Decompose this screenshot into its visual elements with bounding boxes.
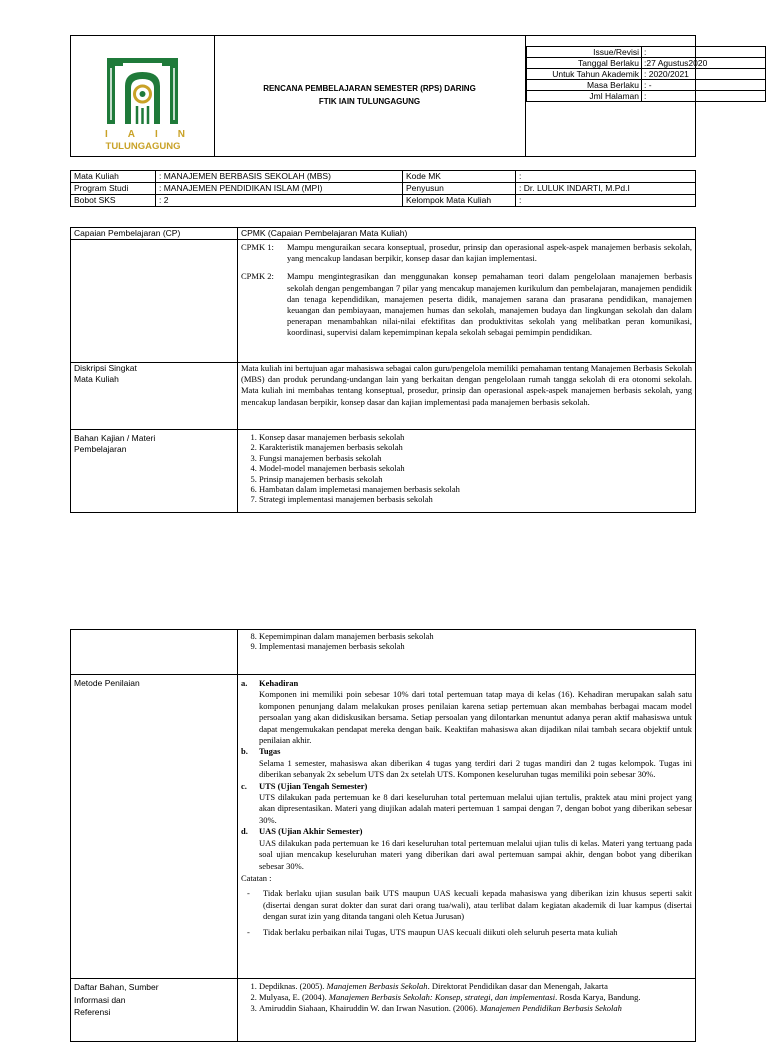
logo-letter: A bbox=[127, 129, 135, 140]
cpmk-1-text: Mampu menguraikan secara konseptual, prosedur, prinsip dan operasional aspek-aspek manajemen berbasis sekolah, yang mencakup landasan berpikir, konsep dasar dan kajian implementasi. bbox=[287, 242, 692, 264]
table-row bbox=[71, 675, 696, 979]
table-row bbox=[71, 979, 696, 1042]
info-value: : Dr. LULUK INDARTI, M.Pd.I bbox=[516, 183, 696, 195]
deskripsi-label-line-1: Diskripsi Singkat bbox=[74, 363, 137, 373]
logo-letter: N bbox=[177, 129, 185, 140]
referensi-label-line-3: Referensi bbox=[74, 1007, 111, 1017]
info-key: Program Studi bbox=[71, 183, 156, 195]
referensi-label bbox=[71, 979, 238, 1042]
info-value: : 2 bbox=[156, 195, 403, 207]
table-row bbox=[71, 363, 696, 430]
meta-key: Tanggal Berlaku bbox=[527, 58, 642, 69]
table-row bbox=[71, 228, 696, 240]
logo-letter: I bbox=[154, 129, 158, 140]
meta-key: Jml Halaman bbox=[527, 91, 642, 102]
cpmk-2-text: Mampu mengintegrasikan dan menggunakan konsep pemahaman teori dalam pengelolaan manajemen berbasis sekolah dengan pengembangan 7 pilar yang mencakup manajemen kurikulum dan pembelajaran, manajemen pendidik dan tenaga kependidikan, manajemen peserta didik, manajemen sarana dan prasarana pendidikan, manajemen keuangan dan pembiayaan, manajemen humas dan sekolah, manajemen budaya dan lingkungan sekolah dan dalam penerapan menambahkan nilai-nilai efektifitas dan produktivitas sekolah yang melibatkan peran komunikasi, koordinasi, supervisi dalam kepemimpinan kepala sekolah sebagai pemimpin pendidikan. bbox=[287, 271, 692, 338]
info-key: Mata Kuliah bbox=[71, 171, 156, 183]
title-line-1: RENCANA PEMBELAJARAN SEMESTER (RPS) DARING bbox=[263, 84, 476, 93]
institution-logo bbox=[71, 36, 215, 156]
table-row bbox=[71, 183, 696, 195]
rps-main-table bbox=[70, 227, 696, 513]
course-info-table bbox=[70, 170, 696, 207]
info-value: : bbox=[516, 195, 696, 207]
document-header bbox=[70, 35, 708, 157]
meta-row bbox=[527, 80, 766, 91]
info-value: : MANAJEMEN BERBASIS SEKOLAH (MBS) bbox=[156, 171, 403, 183]
bahan-list-continued bbox=[241, 631, 692, 652]
cpmk-1-label: CPMK 1: bbox=[241, 242, 274, 252]
meta-value: : 2020/2021 bbox=[642, 69, 766, 80]
referensi-list bbox=[241, 981, 692, 1015]
table-row bbox=[71, 195, 696, 207]
list-item: 3. Amiruddin Siahaan, Khairuddin W. dan Irwan Nasution. (2006). Manajemen Pendidikan Berbasis Sekolah bbox=[259, 1003, 692, 1014]
info-key: Kelompok Mata Kuliah bbox=[403, 195, 516, 207]
table-row bbox=[71, 171, 696, 183]
list-item: 7. Strategi implementasi manajemen berbasis sekolah bbox=[259, 494, 692, 504]
referensi-cell bbox=[238, 979, 696, 1042]
bahan-label bbox=[71, 430, 238, 513]
table-row bbox=[71, 240, 696, 363]
meta-row bbox=[527, 69, 766, 80]
list-item: 6. Hambatan dalam implemetasi manajemen berbasis sekolah bbox=[259, 484, 692, 494]
rps-main-table-continued bbox=[70, 629, 696, 1042]
table-row bbox=[71, 430, 696, 513]
section-text: Komponen ini memiliki poin sebesar 10% dari total pertemuan tatap maya di kelas (16). Kehadiran merupakan salah satu komponen penunjang dalam melakukan proses penilaian karena setiap pertemuan akan membahas berbagai macam model persoalan yang akan didiskusikan bersama. Setiap persoalan yang dilontarkan menuntut adanya peran aktif mahasiswa untuk dapat mengemukakan pendapat mereka dengan baik. Keaktifan mahasiswa akan dijadikan nilai tambah secara objektif untuk penilaian akhir. bbox=[259, 689, 692, 746]
meta-key: Untuk Tahun Akademik bbox=[527, 69, 642, 80]
meta-value: : bbox=[642, 91, 766, 102]
section-title: d. UAS (Ujian Akhir Semester) bbox=[241, 826, 363, 837]
metode-section-uts bbox=[241, 781, 692, 827]
logo-text: TULUNGAGUNG bbox=[105, 141, 181, 152]
list-item: 2. Karakteristik manajemen berbasis sekolah bbox=[259, 442, 692, 452]
metode-section-tugas bbox=[241, 746, 692, 780]
meta-value: : bbox=[642, 47, 766, 58]
referensi-label-line-1: Daftar Bahan, Sumber bbox=[74, 982, 159, 992]
section-text: UTS dilakukan pada pertemuan ke 8 dari keseluruhan total pertemuan melalui ujian tertulis, praktek atau mini project yang akan dipresentasikan. Materi yang diujikan adalah materi pertemuan 1 sampai dengan 7, dengan bobot yang diberikan sebesar 30%. bbox=[259, 792, 692, 825]
deskripsi-text: Mata kuliah ini bertujuan agar mahasiswa sebagai calon guru/pengelola memiliki pemahaman tentang Manajemen Berbasis Sekolah (MBS) dan produk perundang-undangan lain yang berkaitan dengan pengelolaan rumah tangga sekolah di era otonomi sekolah. Mata kuliah ini membahas tentang konseptual, prosedur, prinsip dan operasional aspek-aspek manajemen berbasis sekolah, yang mencakup landasan berpikir, konsep dasar dan kajian implementasi pada manajemen berbasis sekolah. bbox=[241, 363, 692, 407]
bahan-cell bbox=[238, 430, 696, 513]
empty-cell bbox=[71, 240, 238, 363]
meta-row bbox=[527, 91, 766, 102]
list-item: - Tidak berlaku ujian susulan baik UTS maupun UAS kecuali kepada mahasiswa yang diberikan izin khusus seperti sakit (disertai dengan surat dokter dan surat dari orang tua/wali), atau terlibat dalam kegiatan akademik di luar kampus (disertai dengan surat izin yang ditanda tangani oleh Ketua Jurusan) bbox=[241, 888, 692, 922]
meta-row bbox=[527, 58, 766, 69]
meta-key: Masa Berlaku bbox=[527, 80, 642, 91]
logo-letters bbox=[105, 129, 185, 140]
list-item: 9. Implementasi manajemen berbasis sekolah bbox=[259, 641, 692, 651]
info-key: Kode MK bbox=[403, 171, 516, 183]
bahan-list bbox=[241, 432, 692, 505]
document-meta-table bbox=[526, 46, 766, 102]
cp-label: Capaian Pembelajaran (CP) bbox=[71, 228, 238, 240]
info-key: Penyusun bbox=[403, 183, 516, 195]
section-title: c. UTS (Ujian Tengah Semester) bbox=[241, 780, 368, 791]
list-item: 3. Fungsi manajemen berbasis sekolah bbox=[259, 453, 692, 463]
deskripsi-cell bbox=[238, 363, 696, 430]
section-text: Selama 1 semester, mahasiswa akan diberikan 4 tugas yang terdiri dari 2 tugas mandiri dan 2 tugas kelompok. Tugas ini diberikan sebanyak 2x sebelum UTS dan 2x setelah UTS. Komponen keseluruhan tugas memiliki poin sebesar 30%. bbox=[259, 757, 692, 780]
list-item: - Tidak berlaku perbaikan nilai Tugas, UTS maupun UAS kecuali diikuti oleh seluruh peserta mata kuliah bbox=[241, 927, 692, 938]
catatan-list bbox=[241, 888, 692, 938]
list-item: 4. Model-model manajemen berbasis sekolah bbox=[259, 463, 692, 473]
cpmk-1 bbox=[241, 242, 692, 264]
metode-section-kehadiran bbox=[241, 678, 692, 746]
logo-letter: I bbox=[105, 129, 108, 140]
deskripsi-label bbox=[71, 363, 238, 430]
metode-label: Metode Penilaian bbox=[71, 675, 238, 979]
meta-row bbox=[527, 47, 766, 58]
title-line-2: FTIK IAIN TULUNGAGUNG bbox=[318, 97, 421, 106]
table-row bbox=[71, 630, 696, 675]
meta-value: :27 Agustus2020 bbox=[642, 58, 766, 69]
catatan-label: Catatan : bbox=[241, 872, 272, 883]
list-item: 1. Konsep dasar manajemen berbasis sekolah bbox=[259, 432, 692, 442]
list-item: 1. Depdiknas. (2005). Manajemen Berbasis Sekolah. Direktorat Pendidikan dasar dan Menengah, Jakarta bbox=[259, 981, 692, 992]
meta-key: Issue/Revisi bbox=[527, 47, 642, 58]
metode-cell bbox=[238, 675, 696, 979]
section-title: b. Tugas bbox=[241, 746, 281, 757]
list-item: 2. Mulyasa, E. (2004). Manajemen Berbasis Sekolah: Konsep, strategi, dan implementasi. Rosda Karya, Bandung. bbox=[259, 992, 692, 1003]
section-text: UAS dilakukan pada pertemuan ke 16 dari keseluruhan total pertemuan melalui ujian tulis di kelas. Materi yang tertuang pada soal ujian mencakup keseluruhan materi yang diberikan dari awal pertemuan sampai akhir, dengan bobot yang diberikan sebesar 30%. bbox=[259, 837, 692, 871]
cpmk-2-label: CPMK 2: bbox=[241, 271, 274, 282]
cpmk-2 bbox=[241, 271, 692, 338]
info-value: : bbox=[516, 171, 696, 183]
meta-value: : - bbox=[642, 80, 766, 91]
metode-section-uas bbox=[241, 826, 692, 872]
empty-cell bbox=[71, 630, 238, 675]
cpmk-cell bbox=[238, 240, 696, 363]
info-key: Bobot SKS bbox=[71, 195, 156, 207]
document-title bbox=[214, 36, 526, 156]
bahan-label-line-2: Pembelajaran bbox=[74, 444, 127, 454]
list-item: 5. Prinsip manajemen berbasis sekolah bbox=[259, 474, 692, 484]
bahan-label-line-1: Bahan Kajian / Materi bbox=[74, 433, 156, 443]
deskripsi-label-line-2: Mata Kuliah bbox=[74, 374, 119, 384]
referensi-label-line-2: Informasi dan bbox=[74, 994, 126, 1005]
bahan-cont-cell bbox=[238, 630, 696, 675]
list-item: 8. Kepemimpinan dalam manajemen berbasis sekolah bbox=[259, 631, 692, 641]
cpmk-header: CPMK (Capaian Pembelajaran Mata Kuliah) bbox=[238, 228, 696, 240]
section-title: a. Kehadiran bbox=[241, 678, 299, 688]
info-value: : MANAJEMEN PENDIDIKAN ISLAM (MPI) bbox=[156, 183, 403, 195]
